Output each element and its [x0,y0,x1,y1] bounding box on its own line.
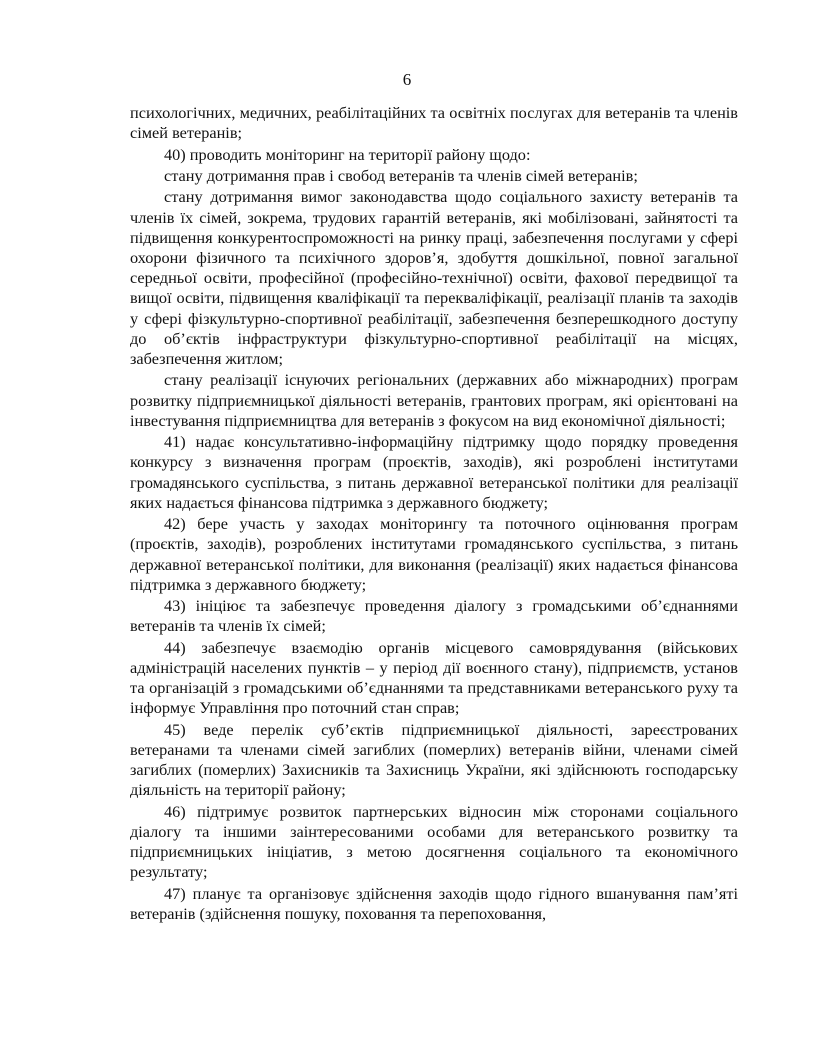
paragraph-item-46: 46) підтримує розвиток партнерських відносин між сторонами соціального діалогу та іншими заінтересованими особами для ветеранського розвитку та підприємницьких ініціатив, з метою досягнення соціального та економічного результату; [130,801,738,882]
paragraph-item-47: 47) планує та організовує здійснення заходів щодо гідного вшанування пам’яті ветеранів (здійснення пошуку, поховання та перепоховання, [130,883,738,923]
paragraph-monitoring-programs: стану реалізації існуючих регіональних (державних або міжнародних) програм розвитку підприємницької діяльності ветеранів, грантових програм, які орієнтовані на інвестування підприємництва для ветеранів з фокусом на вид економічної діяльності; [130,370,738,430]
paragraph-monitoring-legislation: стану дотримання вимог законодавства щодо соціального захисту ветеранів та членів їх сімей, зокрема, трудових гарантій ветеранів, які мобілізовані, зайнятості та підвищення конкурентоспроможності на ринку праці, забезпечення послугами у сфері охорони фізичного та психічного здоров’я, здобуття дошкільної, повної загальної середньої освіти, професійної (професійно-технічної) освіти, фахової передвищої та вищої освіти, підвищення кваліфікації та перекваліфікації, реалізації планів та заходів у сфері фізкультурно-спортивної реабілітації, забезпечення безперешкодного доступу до об’єктів інфраструктури фізкультурно-спортивної реабілітації на місцях, забезпечення житлом; [130,187,738,368]
document-body [130,103,738,925]
paragraph-item-45: 45) веде перелік суб’єктів підприємницької діяльності, зареєстрованих ветеранами та членами сімей загиблих (померлих) ветеранів війни, членами сімей загиблих (померлих) Захисників та Захисниць України, які здійснюють господарську діяльність на території району; [130,719,738,800]
paragraph-item-42: 42) бере участь у заходах моніторингу та поточного оцінювання програм (проєктів, заходів), розроблених інститутами громадянського суспільства, з питань державної ветеранської політики, для виконання (реалізації) яких надається фінансова підтримка з державного бюджету; [130,514,738,594]
paragraph-item-43: 43) ініціює та забезпечує проведення діалогу з громадськими об’єднаннями ветеранів та членів їх сімей; [130,596,738,636]
page-number: 6 [402,70,412,89]
paragraph-item-40: 40) проводить моніторинг на території району щодо: [164,144,531,164]
paragraph-monitoring-rights: стану дотримання прав і свобод ветеранів та членів сімей ветеранів; [164,165,638,185]
paragraph-item-41: 41) надає консультативно-інформаційну підтримку щодо порядку проведення конкурсу з визначення програм (проєктів, заходів), які розроблені інститутами громадянського суспільства, з питань державної ветеранської політики для реалізації яких надається фінансова підтримка з державного бюджету; [130,432,738,512]
paragraph-continuation: психологічних, медичних, реабілітаційних та освітніх послугах для ветеранів та членів сімей ветеранів; [130,103,738,143]
paragraph-item-44: 44) забезпечує взаємодію органів місцевого самоврядування (військових адміністрацій населених пунктів – у період дії воєнного стану), підприємств, установ та організацій з громадськими об’єднаннями та представниками ветеранського руху та інформує Управління про поточний стан справ; [130,637,738,718]
